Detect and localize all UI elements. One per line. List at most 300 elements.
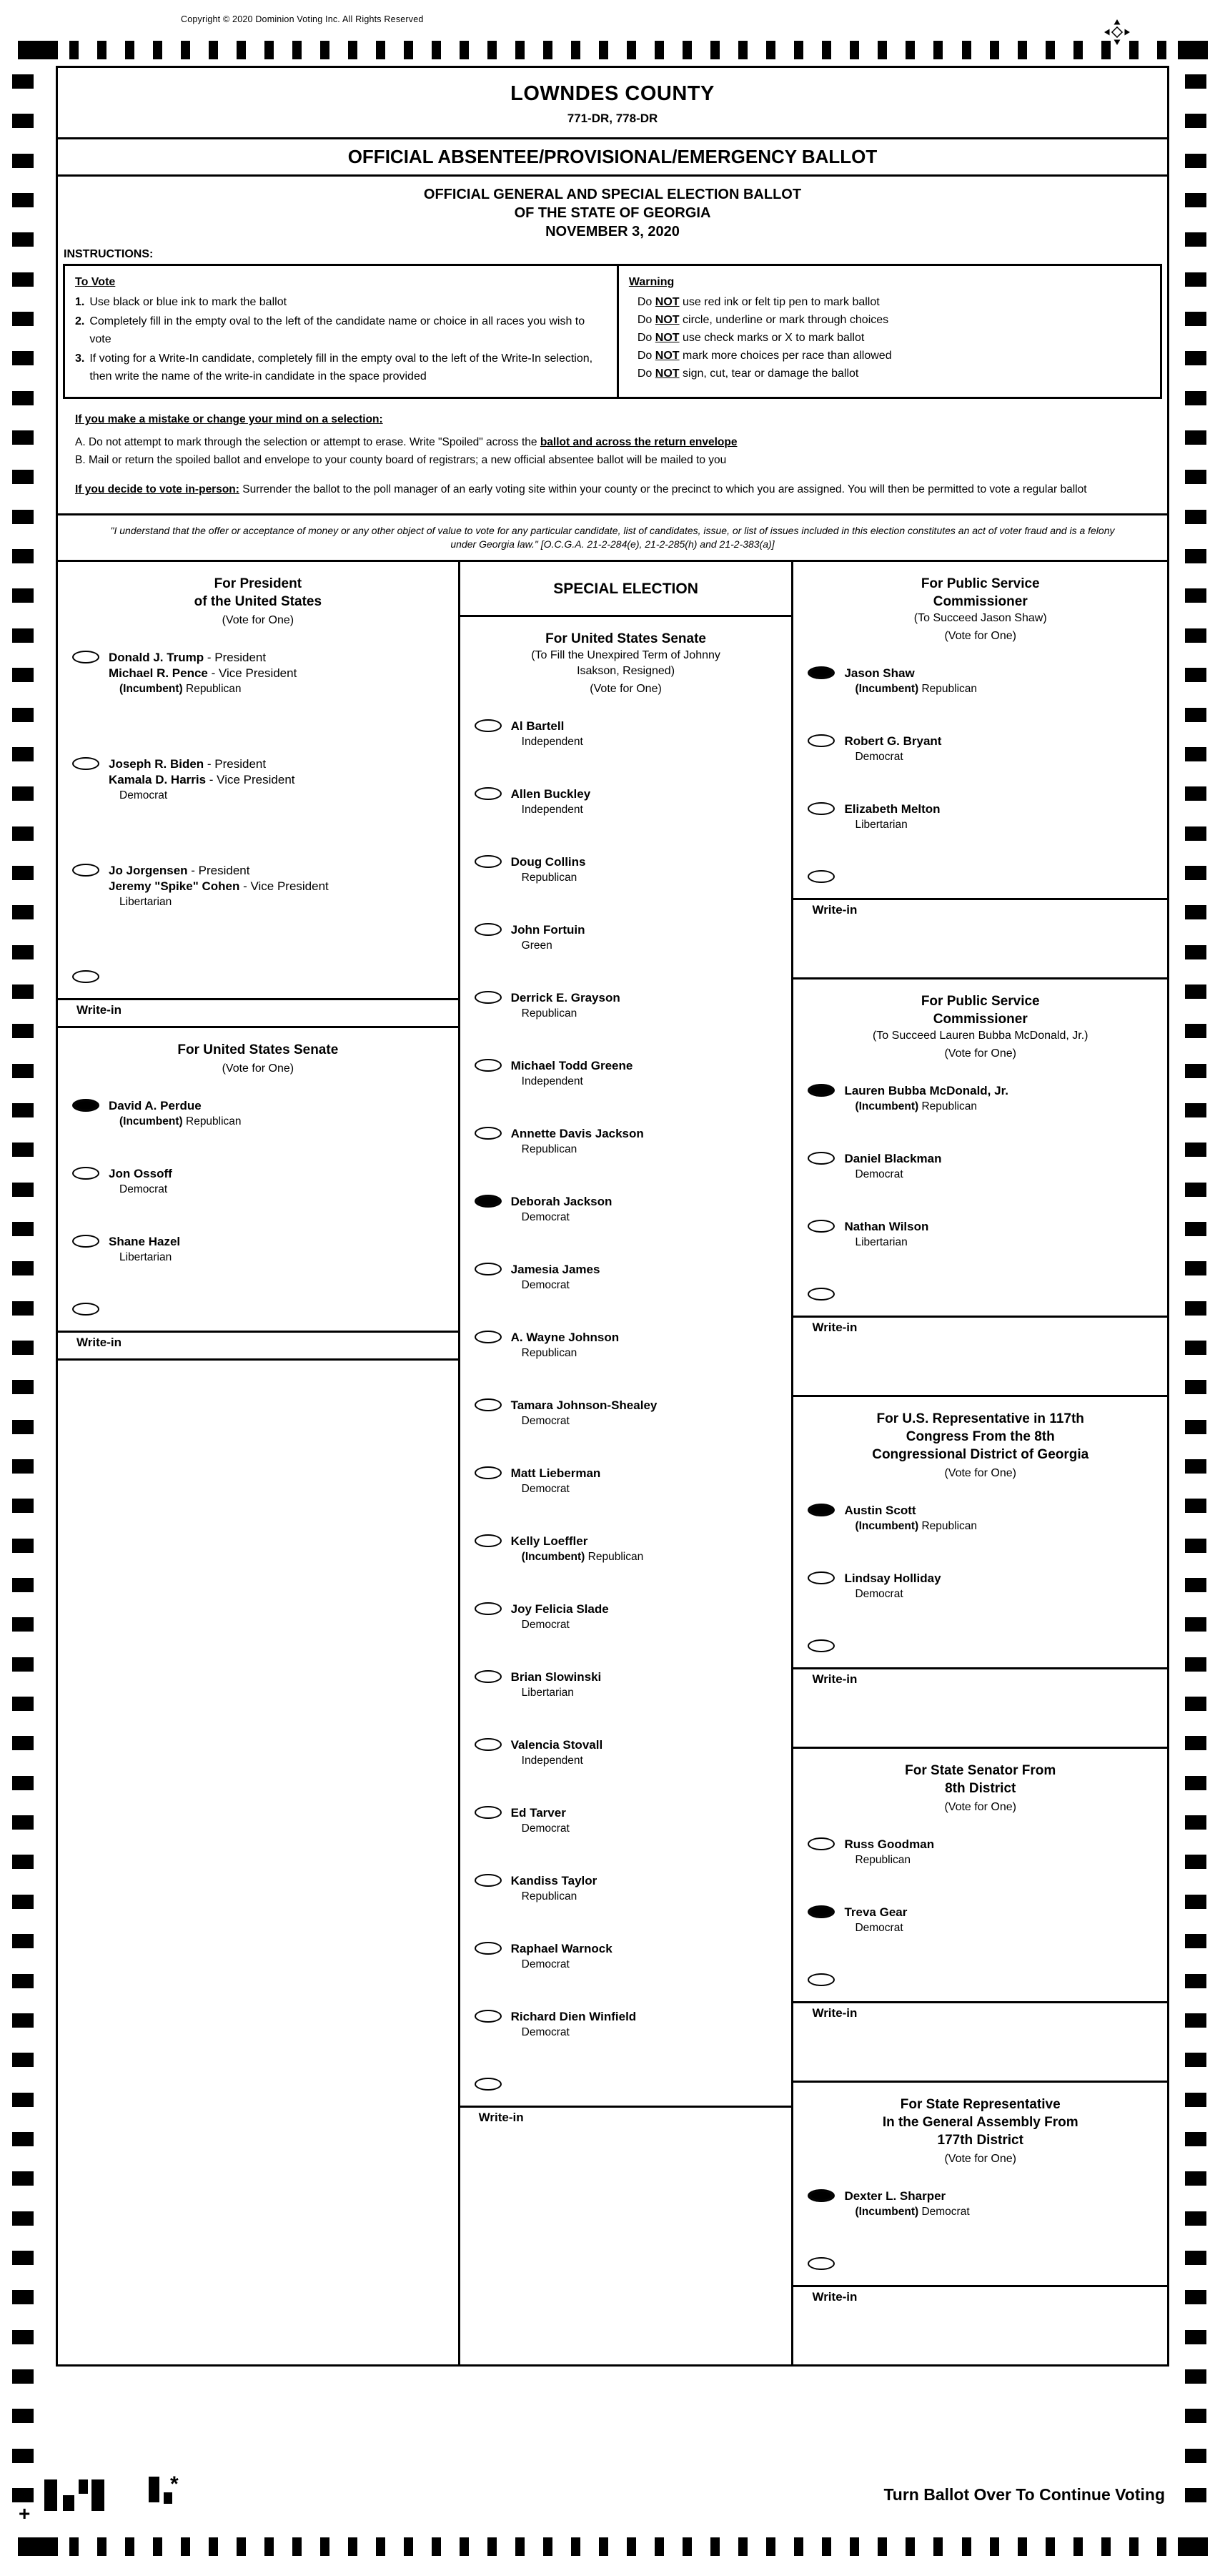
candidate-name-line xyxy=(511,854,586,870)
party-name: Democrat xyxy=(119,789,168,801)
timing-mark xyxy=(1185,549,1206,563)
candidate-oval[interactable] xyxy=(475,1263,502,1275)
timing-mark xyxy=(1185,1855,1206,1869)
contest-title-line: 8th District xyxy=(945,1781,1016,1796)
candidate-oval-filled[interactable] xyxy=(808,1905,835,1918)
candidate-name-suffix: - Vice President xyxy=(239,879,329,893)
contest-title-line: of the United States xyxy=(194,594,322,609)
vote-for-line: (Vote for One) xyxy=(944,1047,1016,1060)
candidate-text xyxy=(109,650,297,696)
write-in-oval[interactable] xyxy=(72,970,99,983)
candidate-party xyxy=(511,1821,570,1836)
candidate-name: Treva Gear xyxy=(844,1905,908,1919)
candidate-oval[interactable] xyxy=(475,1534,502,1547)
timing-mark xyxy=(12,905,34,919)
timing-mark xyxy=(12,154,34,168)
candidate-name: Lindsay Holliday xyxy=(844,1571,941,1585)
candidate-oval[interactable] xyxy=(808,1152,835,1165)
timing-mark xyxy=(432,41,441,59)
candidate-name-line xyxy=(511,922,585,938)
timing-mark xyxy=(12,470,34,484)
candidate-oval[interactable] xyxy=(72,1235,99,1248)
candidate-text xyxy=(511,1534,644,1564)
candidate-oval[interactable] xyxy=(475,1127,502,1140)
candidate-name-line xyxy=(511,1805,570,1821)
candidate-text xyxy=(844,801,940,832)
timing-mark xyxy=(12,2488,34,2502)
timing-mark xyxy=(12,1499,34,1513)
vote-for-line: (Vote for One) xyxy=(944,1467,1016,1479)
timing-mark xyxy=(1185,430,1206,445)
warning-item-not: NOT xyxy=(655,332,680,344)
write-in-oval[interactable] xyxy=(808,1973,835,1986)
candidate-row xyxy=(793,801,1167,832)
timing-mark xyxy=(1185,2013,1206,2028)
to-vote-item xyxy=(75,312,607,348)
contest-title-line: For United States Senate xyxy=(545,631,706,646)
warning-item-prefix: Do xyxy=(637,350,655,362)
timing-mark xyxy=(1185,74,1206,89)
candidate-text xyxy=(511,990,620,1021)
warning-box xyxy=(619,264,1162,399)
candidate-row xyxy=(460,1805,792,1836)
party-name: Libertarian xyxy=(855,819,908,831)
candidate-row xyxy=(58,1166,458,1197)
timing-mark xyxy=(738,2537,748,2556)
candidate-text xyxy=(844,1905,907,1935)
timing-mark xyxy=(1185,1459,1206,1474)
contest-title-line: In the General Assembly From xyxy=(882,2115,1078,2130)
timing-mark xyxy=(1185,351,1206,365)
candidate-oval[interactable] xyxy=(72,1167,99,1180)
voter-fraud-notice: "I understand that the offer or acceptance of money or any other object of value to vote for any particular candidate, list of candidates, issue, or list of issues included in this election constitutes an act of voter fraud and is a felony under Georgia law." [O.C.G.A. 21-2-284(e), 21-2-285(h) and 21-2-383(a)] xyxy=(58,513,1167,560)
party-name: Democrat xyxy=(521,1279,570,1291)
timing-mark xyxy=(12,1183,34,1197)
party-name: Republican xyxy=(521,1007,577,1020)
candidate-oval[interactable] xyxy=(475,1670,502,1683)
candidate-name-line xyxy=(511,1669,602,1685)
timing-mark xyxy=(794,2537,803,2556)
timing-mark xyxy=(1185,1064,1206,1078)
candidate-party xyxy=(511,1142,644,1157)
timing-left-column xyxy=(12,74,34,2502)
timing-mark xyxy=(12,1341,34,1355)
timing-mark xyxy=(1185,2290,1206,2304)
candidate-name-line xyxy=(109,772,295,788)
timing-top-ticks xyxy=(69,41,1166,59)
timing-mark xyxy=(1185,1736,1206,1750)
timing-mark xyxy=(292,2537,302,2556)
timing-bottom-ticks xyxy=(69,2537,1166,2556)
party-name: Libertarian xyxy=(119,1251,172,1263)
candidate-oval[interactable] xyxy=(475,1059,502,1072)
timing-mark xyxy=(1185,1024,1206,1038)
mistake-heading: If you make a mistake or change your mind on a selection: xyxy=(75,413,383,425)
timing-mark xyxy=(12,747,34,761)
contest-title-line: For Public Service xyxy=(921,994,1040,1009)
timing-mark xyxy=(515,2537,525,2556)
timing-mark xyxy=(12,2093,34,2107)
mistake-item-a xyxy=(75,435,1146,450)
special-election-banner: SPECIAL ELECTION xyxy=(460,562,792,617)
timing-mark xyxy=(1185,2251,1206,2265)
ballot-code-mark xyxy=(149,2477,159,2502)
candidate-name: Valencia Stovall xyxy=(510,1738,603,1752)
warning-item xyxy=(629,329,1150,347)
party-name: Democrat xyxy=(855,1588,903,1600)
candidate-oval-filled[interactable] xyxy=(808,1504,835,1516)
timing-mark xyxy=(1185,1341,1206,1355)
candidate-oval-filled[interactable] xyxy=(72,1099,99,1112)
timing-mark xyxy=(1185,708,1206,722)
party-name: Democrat xyxy=(855,1168,903,1180)
candidate-name-line xyxy=(844,666,977,681)
timing-mark xyxy=(12,312,34,326)
timing-mark xyxy=(1185,1539,1206,1553)
candidate-name: Kelly Loeffler xyxy=(510,1534,588,1548)
write-in-oval[interactable] xyxy=(808,1288,835,1301)
timing-mark xyxy=(12,1380,34,1394)
candidate-party xyxy=(511,1617,609,1632)
candidate-row xyxy=(460,1737,792,1768)
timing-mark xyxy=(12,232,34,247)
party-name: Republican xyxy=(186,1115,242,1127)
timing-mark xyxy=(1185,2488,1206,2502)
candidate-name: Elizabeth Melton xyxy=(844,802,941,816)
timing-mark xyxy=(376,41,385,59)
candidate-row xyxy=(460,854,792,885)
candidate-name: Kandiss Taylor xyxy=(510,1874,597,1887)
candidate-party xyxy=(844,817,940,832)
warning-item-not: NOT xyxy=(655,296,680,308)
candidate-name: Derrick E. Grayson xyxy=(510,991,620,1005)
write-in-oval[interactable] xyxy=(72,1303,99,1316)
contest-title-line: For United States Senate xyxy=(177,1042,339,1057)
timing-mark xyxy=(1101,41,1111,59)
candidate-oval[interactable] xyxy=(475,1806,502,1819)
candidate-text xyxy=(511,1466,601,1496)
timing-mark xyxy=(12,1697,34,1711)
timing-mark xyxy=(12,1895,34,1909)
candidate-party xyxy=(511,1006,620,1021)
candidate-oval[interactable] xyxy=(475,1942,502,1955)
timing-mark xyxy=(850,2537,859,2556)
contest xyxy=(793,979,1167,1397)
timing-mark xyxy=(12,2330,34,2344)
candidate-oval[interactable] xyxy=(475,855,502,868)
timing-mark xyxy=(1101,2537,1111,2556)
candidate-name-line xyxy=(511,1466,601,1481)
candidate-oval[interactable] xyxy=(475,787,502,800)
timing-mark xyxy=(1185,2132,1206,2146)
candidate-row xyxy=(793,666,1167,696)
warning-item-prefix: Do xyxy=(637,367,655,380)
mistake-instructions xyxy=(58,399,1167,470)
candidate-row xyxy=(58,650,458,696)
candidate-oval-filled[interactable] xyxy=(808,666,835,679)
candidate-oval[interactable] xyxy=(475,2010,502,2023)
candidate-oval[interactable] xyxy=(808,802,835,815)
timing-mark xyxy=(1185,1974,1206,1988)
candidate-row xyxy=(793,1083,1167,1114)
timing-mark xyxy=(933,41,943,59)
timing-corner-block xyxy=(18,2537,58,2556)
candidate-row xyxy=(460,1466,792,1496)
timing-mark xyxy=(12,866,34,880)
candidate-party xyxy=(109,894,329,909)
candidate-name-line xyxy=(511,1058,633,1074)
to-vote-items xyxy=(75,293,607,385)
timing-mark xyxy=(12,1578,34,1592)
timing-mark xyxy=(599,2537,608,2556)
timing-mark xyxy=(12,826,34,841)
timing-mark xyxy=(1157,2537,1166,2556)
contest-header xyxy=(793,2083,1167,2188)
candidate-name-suffix: - President xyxy=(187,864,250,877)
candidate-oval[interactable] xyxy=(475,1466,502,1479)
ballot-column-3 xyxy=(793,562,1167,2364)
timing-mark xyxy=(320,2537,329,2556)
candidate-row xyxy=(793,1219,1167,1250)
timing-mark xyxy=(878,2537,887,2556)
candidate-name: Shane Hazel xyxy=(109,1235,181,1248)
write-in-section xyxy=(58,1302,458,1358)
timing-mark xyxy=(878,41,887,59)
in-person-text: Surrender the ballot to the poll manager of an early voting site within your county or the precinct to which you are assigned. You will then be permitted to vote a regular ballot xyxy=(239,483,1087,495)
candidate-party xyxy=(109,1250,180,1265)
candidate-text xyxy=(511,1058,633,1089)
candidate-row xyxy=(460,1262,792,1293)
timing-mark xyxy=(1185,2171,1206,2186)
write-in-oval[interactable] xyxy=(808,2257,835,2270)
candidate-text xyxy=(109,863,329,909)
warning-item-not: NOT xyxy=(655,314,680,326)
timing-mark xyxy=(1185,193,1206,207)
contest-title-line: For State Senator From xyxy=(905,1763,1056,1778)
write-in-oval[interactable] xyxy=(808,870,835,883)
candidate-row xyxy=(460,1873,792,1904)
timing-mark xyxy=(906,41,915,59)
candidate-oval[interactable] xyxy=(808,1571,835,1584)
candidate-party xyxy=(109,1114,242,1129)
party-name: Independent xyxy=(521,736,583,748)
warning-item xyxy=(629,293,1150,311)
party-name: Republican xyxy=(521,1347,577,1359)
timing-mark xyxy=(12,1103,34,1117)
ballot-columns xyxy=(58,560,1167,2364)
party-name: Democrat xyxy=(521,1822,570,1835)
ballot-type-title: OFFICIAL ABSENTEE/PROVISIONAL/EMERGENCY BALLOT xyxy=(347,146,878,167)
candidate-row xyxy=(460,1194,792,1225)
candidate-name-line xyxy=(844,1905,907,1920)
candidate-text xyxy=(511,2009,637,2040)
contest-subtitle-line: (To Succeed Jason Shaw) xyxy=(913,612,1047,624)
candidate-name: John Fortuin xyxy=(510,923,585,937)
candidate-name-line xyxy=(511,786,591,802)
candidate-oval[interactable] xyxy=(475,1331,502,1343)
timing-corner-block xyxy=(1178,2537,1208,2556)
candidate-oval[interactable] xyxy=(475,1738,502,1751)
write-in-section xyxy=(793,869,1167,926)
contest-title-line: 177th District xyxy=(937,2133,1023,2148)
contest-title-line: Commissioner xyxy=(933,1012,1028,1027)
ballot-code-mark xyxy=(63,2495,74,2511)
party-name: Republican xyxy=(521,1890,577,1903)
timing-mark xyxy=(1185,905,1206,919)
candidate-name-line xyxy=(511,1602,609,1617)
candidate-party xyxy=(511,1957,613,1972)
county-header xyxy=(58,68,1167,139)
contest-subtitle-line: (To Succeed Lauren Bubba McDonald, Jr.) xyxy=(872,1030,1088,1042)
candidate-text xyxy=(844,666,977,696)
candidate-row xyxy=(460,1398,792,1428)
incumbent-label: (Incumbent) xyxy=(119,1115,186,1127)
copyright-notice: Copyright © 2020 Dominion Voting Inc. All Rights Reserved xyxy=(181,14,424,24)
timing-mark xyxy=(153,41,162,59)
timing-mark xyxy=(97,2537,106,2556)
contest-header xyxy=(58,562,458,650)
timing-mark xyxy=(1185,866,1206,880)
candidate-text xyxy=(511,1805,570,1836)
candidate-party xyxy=(511,938,585,953)
candidate-name-line xyxy=(844,1219,928,1235)
timing-mark xyxy=(12,351,34,365)
candidate-name-line xyxy=(844,734,941,749)
candidate-name: A. Wayne Johnson xyxy=(510,1331,620,1344)
write-in-label: Write-in xyxy=(812,1321,858,1334)
candidate-name: Matt Lieberman xyxy=(510,1466,601,1480)
candidate-party xyxy=(511,1685,602,1700)
candidate-oval-filled[interactable] xyxy=(475,1195,502,1208)
contest-header xyxy=(58,1028,458,1098)
timing-mark xyxy=(237,2537,246,2556)
timing-mark xyxy=(1046,41,1055,59)
candidate-row xyxy=(793,1503,1167,1534)
contest xyxy=(793,562,1167,979)
candidate-name: Richard Dien Winfield xyxy=(510,2010,637,2023)
candidate-name: Ed Tarver xyxy=(510,1806,566,1820)
candidate-oval[interactable] xyxy=(475,991,502,1004)
warning-item-text: circle, underline or mark through choices xyxy=(679,314,889,326)
timing-mark xyxy=(1185,628,1206,643)
candidate-oval[interactable] xyxy=(72,757,99,770)
candidate-oval[interactable] xyxy=(475,923,502,936)
candidate-oval[interactable] xyxy=(72,864,99,877)
candidate-row xyxy=(793,1905,1167,1935)
candidate-name-line xyxy=(844,1151,941,1167)
candidate-name: Raphael Warnock xyxy=(510,1942,613,1955)
incumbent-label: (Incumbent) xyxy=(855,2206,922,2218)
candidate-name: Joseph R. Biden xyxy=(109,757,204,771)
to-vote-item-text: If voting for a Write-In candidate, completely fill in the empty oval to the left of the Write-In selection, then write the name of the write-in candidate in the space provided xyxy=(89,352,593,383)
mistake-item-b: B. Mail or return the spoiled ballot and envelope to your county board of registrars; a new official absentee ballot will be mailed to you xyxy=(75,454,727,466)
ballot-column-2 xyxy=(460,562,794,2364)
party-name: Democrat xyxy=(521,1958,570,1970)
candidate-oval[interactable] xyxy=(475,719,502,732)
candidate-name-line xyxy=(109,1098,242,1114)
candidate-party xyxy=(109,681,297,696)
timing-mark xyxy=(1185,1261,1206,1275)
candidate-row xyxy=(460,2009,792,2040)
incumbent-label: (Incumbent) xyxy=(855,1100,922,1112)
candidate-name: Austin Scott xyxy=(844,1504,916,1517)
candidate-oval[interactable] xyxy=(72,651,99,663)
candidate-text xyxy=(844,1571,941,1602)
candidate-name-line xyxy=(511,1873,597,1889)
election-title-line1: OFFICIAL GENERAL AND SPECIAL ELECTION BALLOT xyxy=(423,187,802,202)
timing-mark xyxy=(12,2449,34,2463)
mistake-item-a-emphasis: ballot and across the return envelope xyxy=(540,436,738,448)
timing-mark xyxy=(12,1934,34,1948)
party-name: Democrat xyxy=(521,1619,570,1631)
candidate-row xyxy=(58,863,458,909)
timing-mark xyxy=(1185,1578,1206,1592)
candidate-name: Brian Slowinski xyxy=(510,1670,602,1684)
warning-item xyxy=(629,347,1150,365)
candidate-row xyxy=(460,719,792,749)
candidate-oval[interactable] xyxy=(475,1398,502,1411)
timing-mark xyxy=(12,430,34,445)
contest xyxy=(58,1028,458,1361)
warning-title: Warning xyxy=(628,276,675,288)
timing-mark xyxy=(1185,2449,1206,2463)
warning-item-text: use red ink or felt tip pen to mark ballot xyxy=(679,296,880,308)
party-name: Democrat xyxy=(521,1483,570,1495)
write-in-oval[interactable] xyxy=(475,2078,502,2091)
candidate-oval[interactable] xyxy=(475,1602,502,1615)
candidate-name-line xyxy=(511,719,583,734)
candidate-name-suffix: - President xyxy=(204,651,267,664)
timing-mark xyxy=(69,2537,79,2556)
contest xyxy=(58,562,458,1028)
ballot-body xyxy=(56,66,1169,2367)
candidate-name: Doug Collins xyxy=(510,855,586,869)
election-date: NOVEMBER 3, 2020 xyxy=(545,224,680,240)
candidate-party xyxy=(511,1753,603,1768)
candidate-name: Allen Buckley xyxy=(510,787,591,801)
candidate-oval[interactable] xyxy=(808,1220,835,1233)
candidate-oval-filled[interactable] xyxy=(808,2189,835,2202)
candidate-name: Jon Ossoff xyxy=(109,1167,172,1180)
mistake-items xyxy=(75,435,1146,468)
timing-mark xyxy=(1185,312,1206,326)
write-in-oval[interactable] xyxy=(808,1639,835,1652)
candidate-party xyxy=(844,1920,907,1935)
party-name: Republican xyxy=(521,872,577,884)
candidate-oval-filled[interactable] xyxy=(808,1084,835,1097)
candidate-oval[interactable] xyxy=(808,1837,835,1850)
candidate-name: Jo Jorgensen xyxy=(109,864,188,877)
timing-mark xyxy=(1185,1301,1206,1316)
candidate-oval[interactable] xyxy=(808,734,835,747)
timing-mark xyxy=(850,41,859,59)
to-vote-item-text: Completely fill in the empty oval to the left of the candidate name or choice in all races you wish to vote xyxy=(89,315,585,345)
timing-mark xyxy=(1185,1499,1206,1513)
party-name: Republican xyxy=(921,683,978,695)
timing-mark xyxy=(1185,1143,1206,1157)
candidate-name-line xyxy=(511,1534,644,1549)
timing-mark xyxy=(1185,1103,1206,1117)
timing-mark xyxy=(12,1064,34,1078)
timing-mark xyxy=(1185,1617,1206,1632)
write-in-label: Write-in xyxy=(812,2006,858,2020)
party-name: Republican xyxy=(921,1520,978,1532)
timing-mark xyxy=(766,41,775,59)
write-in-section xyxy=(793,1287,1167,1343)
candidate-oval[interactable] xyxy=(475,1874,502,1887)
timing-mark xyxy=(264,2537,274,2556)
candidate-text xyxy=(844,1151,941,1182)
